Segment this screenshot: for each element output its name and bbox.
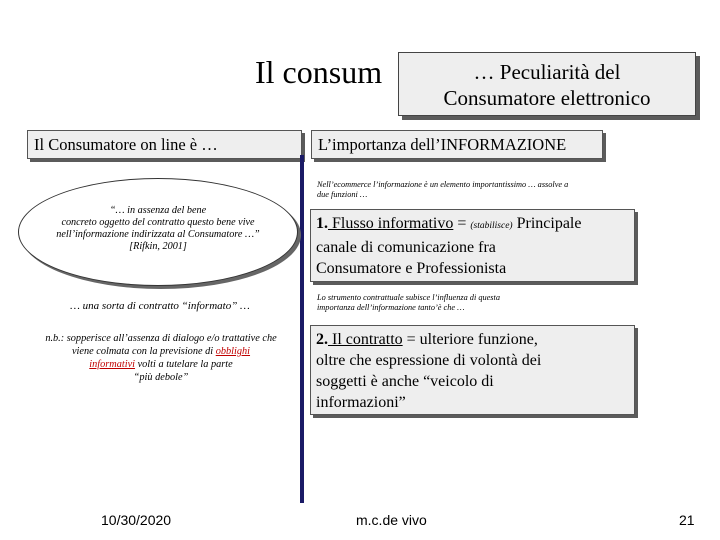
informed-contract-text: … una sorta di contratto “informato” … — [70, 300, 250, 312]
info-flow-box — [310, 209, 635, 282]
ecommerce-note — [317, 180, 617, 200]
info-flow-line-1 — [316, 213, 630, 237]
info-flow-small: (stabilisce) — [470, 221, 513, 231]
contract-term: Il contratto — [328, 331, 403, 348]
nb-line-3-text: volti a tutelare la parte — [135, 359, 233, 370]
nb-informativi-link[interactable]: informativi — [89, 359, 136, 370]
contract-note-line-1: Lo strumento contrattuale subisce l’influenza di questa — [317, 293, 500, 302]
peculiarity-callout — [398, 52, 696, 116]
contract-line-1 — [316, 329, 630, 350]
ecommerce-note-line-1: Nell’ecommerce l’informazione è un elemento importantissimo … assolve a — [317, 180, 569, 189]
info-flow-number: 1. — [316, 215, 328, 232]
contract-line-2: oltre che espressione di volontà dei — [316, 352, 542, 369]
nb-obblighi-link[interactable]: obblighi — [215, 346, 251, 357]
ecommerce-note-line-2: due funzioni … — [317, 190, 368, 199]
info-flow-term: Flusso informativo — [328, 215, 454, 232]
contract-line-4: informazioni” — [316, 394, 406, 411]
info-flow-rest: Principale — [512, 215, 582, 232]
footer-page-number: 21 — [679, 512, 695, 528]
quote-line-2: concreto oggetto del contratto questo bene vive — [61, 217, 255, 228]
quote-text — [36, 205, 280, 253]
contract-line-3: soggetti è anche “veicolo di — [316, 373, 494, 390]
info-flow-line-2: canale di comunicazione fra — [316, 239, 496, 256]
footer-author: m.c.de vivo — [356, 512, 427, 528]
nb-line-2-text: viene colmata con la previsione di — [71, 346, 216, 357]
peculiarity-line-1: … Peculiarità del — [473, 60, 621, 84]
slide-title: Il consum — [255, 54, 383, 90]
quote-line-1: “… in assenza del bene — [109, 205, 207, 216]
contract-rest: = ulteriore funzione, — [402, 331, 538, 348]
contract-note — [317, 293, 557, 313]
info-flow-line-3: Consumatore e Professionista — [316, 260, 507, 277]
contract-note-line-2: importanza dell’informazione tanto’è che … — [317, 303, 465, 312]
nb-line-1: n.b.: sopperisce all’assenza di dialogo e/o trattative che — [45, 333, 277, 344]
nb-line-2 — [24, 345, 298, 358]
nb-line-3 — [24, 358, 298, 371]
nb-line-4: “più debole” — [133, 372, 189, 383]
quote-citation: [Rifkin, 2001] — [129, 241, 187, 252]
left-header: Il Consumatore on line è … — [27, 130, 302, 159]
contract-number: 2. — [316, 331, 328, 348]
contract-box — [310, 325, 635, 415]
info-flow-equals: = — [453, 215, 471, 232]
right-header: L’importanza dell’INFORMAZIONE — [311, 130, 603, 159]
quote-line-3: nell’informazione indirizzata al Consumatore …” — [56, 229, 260, 240]
footer-date: 10/30/2020 — [101, 512, 172, 528]
vertical-divider — [300, 155, 304, 503]
nota-bene — [24, 332, 298, 384]
peculiarity-line-2: Consumatore elettronico — [443, 86, 651, 110]
